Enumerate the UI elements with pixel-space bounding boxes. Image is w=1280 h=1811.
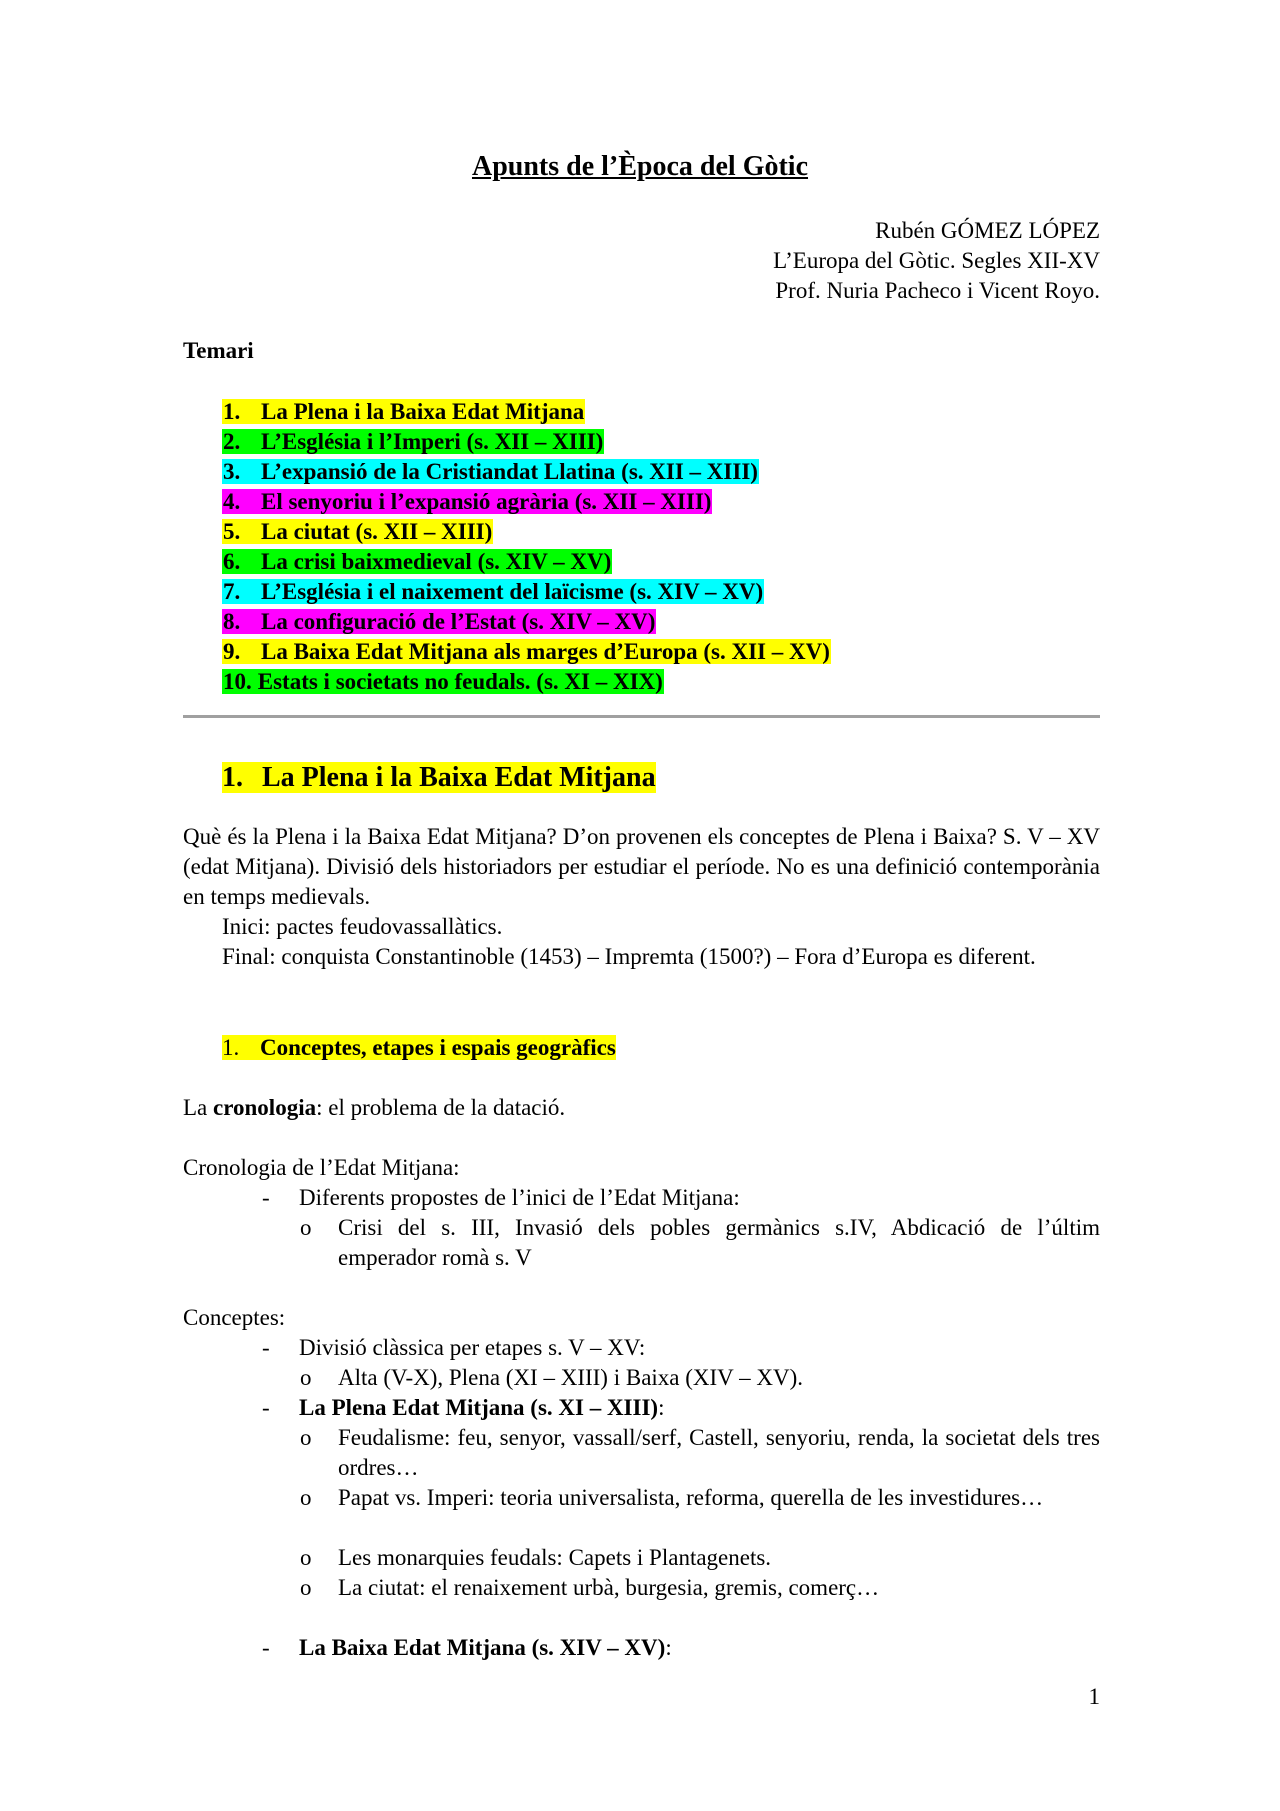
- temari-item: [222, 577, 831, 607]
- sub-list-item-text: La ciutat: el renaixement urbà, burgesia, gremis, comerç…: [338, 1575, 880, 1600]
- temari-heading: Temari: [183, 338, 254, 363]
- horizontal-divider: [183, 715, 1100, 718]
- author-block: [773, 216, 1100, 306]
- temari-item-number: 10.: [223, 669, 252, 694]
- temari-item: [222, 427, 831, 457]
- subsection-title: Conceptes, etapes i espais geogràfics: [260, 1035, 616, 1060]
- circle-bullet: o: [300, 1485, 312, 1510]
- baixa-heading: La Baixa Edat Mitjana (s. XIV – XV): [299, 1635, 666, 1660]
- list-item-text: Diferents propostes de l’inici de l’Edat Mitjana:: [299, 1185, 740, 1210]
- temari-item-highlight: [222, 549, 612, 574]
- temari-item: [222, 637, 831, 667]
- temari-item-number: 3.: [223, 459, 241, 484]
- temari-item-number: 9.: [223, 639, 241, 664]
- section-heading-highlight: [222, 762, 656, 793]
- temari-item-highlight: [222, 639, 831, 664]
- temari-item: [222, 397, 831, 427]
- subsection-number: 1.: [222, 1035, 240, 1060]
- temari-item: [222, 607, 831, 637]
- temari-item-text: La configuració de l’Estat (s. XIV – XV): [261, 609, 656, 634]
- section-heading: [222, 760, 656, 796]
- list-item-text: [299, 1393, 664, 1423]
- professors: Prof. Nuria Pacheco i Vicent Royo.: [775, 278, 1100, 303]
- temari-item-text: La ciutat (s. XII – XIII): [261, 519, 493, 544]
- cronologia-prefix: La: [183, 1095, 214, 1120]
- temari-item-highlight: [222, 399, 585, 424]
- temari-item-text: La Baixa Edat Mitjana als marges d’Europa (s. XII – XV): [261, 639, 830, 664]
- circle-bullet: o: [300, 1575, 312, 1600]
- temari-item: [222, 457, 831, 487]
- temari-item-text: L’expansió de la Cristiandat Llatina (s. XII – XIII): [261, 459, 758, 484]
- temari-item-text: Estats i societats no feudals. (s. XI – XIX): [257, 669, 663, 694]
- sub-list-item-text: Alta (V-X), Plena (XI – XIII) i Baixa (XIV – XV).: [338, 1365, 803, 1390]
- list-item-text: [299, 1633, 672, 1663]
- temari-item-text: L’Església i el naixement del laïcisme (s. XIV – XV): [261, 579, 764, 604]
- circle-bullet: o: [300, 1365, 312, 1390]
- author-name: Rubén GÓMEZ LÓPEZ: [875, 218, 1100, 243]
- page-number: 1: [1088, 1684, 1100, 1709]
- temari-item-highlight: [222, 579, 764, 604]
- plena-heading: La Plena Edat Mitjana (s. XI – XIII): [299, 1395, 659, 1420]
- sub-list-item-text: Crisi del s. III, Invasió dels pobles germànics s.IV, Abdicació de l’últim emperador romà s. V: [338, 1215, 1100, 1270]
- temari-item-highlight: [222, 459, 759, 484]
- circle-bullet: o: [300, 1215, 312, 1240]
- dash-bullet: -: [262, 1635, 270, 1660]
- temari-item-highlight: [222, 609, 656, 634]
- section-title: La Plena i la Baixa Edat Mitjana: [262, 762, 656, 793]
- cronologia-edat-line: Cronologia de l’Edat Mitjana:: [183, 1155, 460, 1180]
- temari-item-text: La Plena i la Baixa Edat Mitjana: [261, 399, 585, 424]
- final-line: Final: conquista Constantinoble (1453) – Impremta (1500?) – Fora d’Europa es diferent.: [222, 944, 1036, 969]
- temari-item: [222, 667, 831, 697]
- temari-item-text: L’Església i l’Imperi (s. XII – XIII): [261, 429, 604, 454]
- temari-item: [222, 547, 831, 577]
- temari-item: [222, 487, 831, 517]
- temari-item-highlight: [222, 489, 712, 514]
- dash-bullet: -: [262, 1185, 270, 1210]
- dash-bullet: -: [262, 1395, 270, 1420]
- temari-item-number: 1.: [223, 399, 241, 424]
- cronologia-suffix: : el problema de la datació.: [316, 1095, 566, 1120]
- circle-bullet: o: [300, 1425, 312, 1450]
- cronologia-term: cronologia: [213, 1095, 317, 1120]
- subsection-highlight: [222, 1035, 616, 1060]
- sub-list-item-text: Papat vs. Imperi: teoria universalista, reforma, querella de les investidures…: [338, 1485, 1044, 1510]
- subsection-heading: [222, 1033, 616, 1063]
- temari-list: [222, 397, 831, 697]
- temari-item-number: 8.: [223, 609, 241, 634]
- cronologia-line: [183, 1093, 1100, 1123]
- conceptes-line: Conceptes:: [183, 1305, 286, 1330]
- temari-item-number: 7.: [223, 579, 241, 604]
- temari-item-text: La crisi baixmedieval (s. XIV – XV): [261, 549, 612, 574]
- section-number: 1.: [222, 762, 243, 793]
- temari-item-number: 2.: [223, 429, 241, 454]
- temari-item-number: 6.: [223, 549, 241, 574]
- inici-line: Inici: pactes feudovassallàtics.: [222, 914, 503, 939]
- course-name: L’Europa del Gòtic. Segles XII-XV: [773, 248, 1100, 273]
- temari-item-highlight: [222, 669, 664, 694]
- baixa-colon: :: [665, 1635, 672, 1660]
- plena-colon: :: [658, 1395, 665, 1420]
- sub-list-item-text: Feudalisme: feu, senyor, vassall/serf, Castell, senyoriu, renda, la societat dels tres ordres…: [338, 1425, 1100, 1480]
- sub-list-item-text: Les monarquies feudals: Capets i Plantagenets.: [338, 1545, 772, 1570]
- temari-item-number: 4.: [223, 489, 241, 514]
- temari-item-text: El senyoriu i l’expansió agrària (s. XII – XIII): [261, 489, 712, 514]
- document-title: Apunts de l’Època del Gòtic: [471, 151, 809, 182]
- list-item-text: Divisió clàssica per etapes s. V – XV:: [299, 1335, 646, 1360]
- temari-item-number: 5.: [223, 519, 241, 544]
- temari-item-highlight: [222, 519, 493, 544]
- circle-bullet: o: [300, 1545, 312, 1570]
- temari-item: [222, 517, 831, 547]
- intro-paragraph: Què és la Plena i la Baixa Edat Mitjana? D’on provenen els conceptes de Plena i Baixa? S. V – XV (edat Mitjana). Divisió dels historiadors per estudiar el període. No es una definició contemporània en temps medievals.: [183, 824, 1100, 909]
- dash-bullet: -: [262, 1335, 270, 1360]
- temari-item-highlight: [222, 429, 604, 454]
